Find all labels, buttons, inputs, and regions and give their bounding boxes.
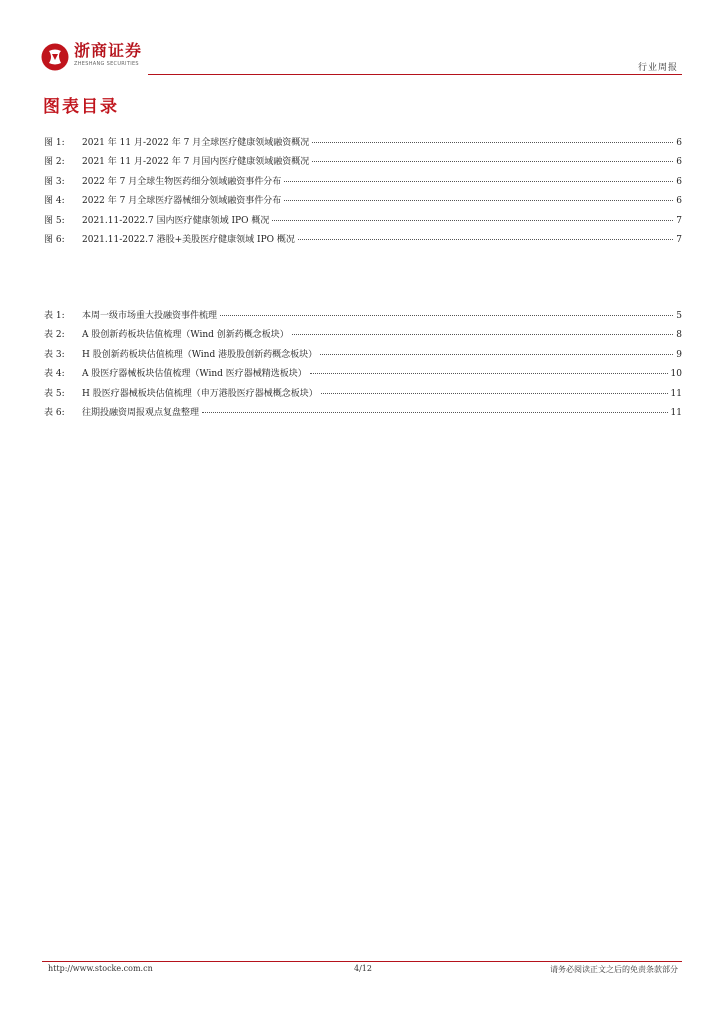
header-divider <box>148 74 682 75</box>
toc-label: 往期投融资周报观点复盘整理 <box>82 407 200 418</box>
footer-divider <box>42 961 682 962</box>
leader-dots <box>320 354 673 355</box>
toc-title: 图表目录 <box>43 97 119 117</box>
toc-label: 2021.11-2022.7 国内医疗健康领域 IPO 概况 <box>82 215 270 226</box>
leader-dots <box>310 373 668 374</box>
toc-entry-figure-1[interactable] <box>44 135 682 154</box>
toc-label: 2021 年 11 月-2022 年 7 月全球医疗健康领域融资概况 <box>82 138 310 148</box>
leader-dots <box>312 161 673 162</box>
toc-page-number: 5 <box>676 311 682 321</box>
toc-entry-figure-5[interactable] <box>44 213 682 232</box>
toc-label: H 股创新药板块估值梳理（Wind 港股股创新药概念板块） <box>82 349 318 360</box>
toc-entry-table-3[interactable] <box>44 347 682 366</box>
toc-label: A 股医疗器械板块估值梳理（Wind 医疗器械精选板块） <box>82 369 307 380</box>
leader-dots <box>321 393 668 394</box>
toc-entry-figure-4[interactable] <box>44 193 682 212</box>
toc-page-number: 7 <box>676 215 682 226</box>
leader-dots <box>284 181 673 182</box>
leader-dots <box>284 200 673 201</box>
toc-page-number: 11 <box>670 407 682 418</box>
leader-dots <box>298 239 673 240</box>
toc-label: 2022 年 7 月全球生物医药细分领域融资事件分布 <box>82 176 282 187</box>
toc-label: 本周一级市场重大投融资事件梳理 <box>82 311 218 321</box>
leader-dots <box>312 142 673 143</box>
toc-number: 表 2: <box>44 330 65 341</box>
toc-number: 图 3: <box>44 176 65 187</box>
leader-dots <box>272 220 673 221</box>
report-type: 行业周报 <box>637 63 678 73</box>
leader-dots <box>220 315 673 316</box>
toc-number: 表 3: <box>44 349 65 360</box>
company-logo <box>40 42 142 72</box>
toc-label: A 股创新药板块估值梳理（Wind 创新药概念板块） <box>82 330 289 341</box>
toc-page-number: 6 <box>676 176 682 187</box>
toc-page-number: 6 <box>676 157 682 168</box>
toc-entry-figure-6[interactable] <box>44 232 682 251</box>
toc-number: 图 2: <box>44 157 65 168</box>
toc-page-number: 11 <box>670 388 682 399</box>
toc-page-number: 9 <box>676 349 682 360</box>
toc-entry-figure-3[interactable] <box>44 174 682 193</box>
toc-page-number: 7 <box>676 234 682 245</box>
toc-number: 图 1: <box>44 138 65 148</box>
toc-number: 图 5: <box>44 215 65 226</box>
leader-dots <box>292 334 673 335</box>
zheshang-logo-icon <box>40 42 70 72</box>
logo-name-cn: 浙商证券 <box>74 41 143 60</box>
toc-label: 2021 年 11 月-2022 年 7 月国内医疗健康领域融资概况 <box>82 157 310 168</box>
toc-entry-table-1[interactable] <box>44 308 682 327</box>
leader-dots <box>202 412 668 413</box>
toc-entry-table-5[interactable] <box>44 386 682 405</box>
logo-name-en: ZHESHANG SECURITIES <box>74 61 139 67</box>
toc-number: 表 6: <box>44 407 65 418</box>
table-list <box>44 308 682 424</box>
page-header <box>40 42 682 78</box>
toc-entry-table-2[interactable] <box>44 327 682 346</box>
toc-entry-figure-2[interactable] <box>44 154 682 173</box>
toc-number: 表 4: <box>44 369 65 380</box>
toc-page-number: 8 <box>676 330 682 341</box>
toc-page-number: 10 <box>670 369 682 380</box>
toc-number: 图 4: <box>44 196 65 207</box>
toc-page-number: 6 <box>676 138 682 148</box>
footer-disclaimer: 请务必阅读正文之后的免责条款部分 <box>550 965 678 974</box>
footer-page-number: 4/12 <box>354 964 372 973</box>
figure-list <box>44 135 682 251</box>
toc-label: 2021.11-2022.7 港股+美股医疗健康领域 IPO 概况 <box>82 234 295 245</box>
toc-page-number: 6 <box>676 196 682 207</box>
toc-number: 表 5: <box>44 388 65 399</box>
toc-number: 图 6: <box>44 234 65 245</box>
toc-entry-table-6[interactable] <box>44 405 682 424</box>
toc-entry-table-4[interactable] <box>44 366 682 385</box>
toc-number: 表 1: <box>44 311 65 321</box>
toc-label: H 股医疗器械板块估值梳理（申万港股医疗器械概念板块） <box>82 388 318 399</box>
footer-website-link[interactable]: http://www.stocke.com.cn <box>48 964 153 973</box>
toc-label: 2022 年 7 月全球医疗器械细分领域融资事件分布 <box>82 196 282 207</box>
